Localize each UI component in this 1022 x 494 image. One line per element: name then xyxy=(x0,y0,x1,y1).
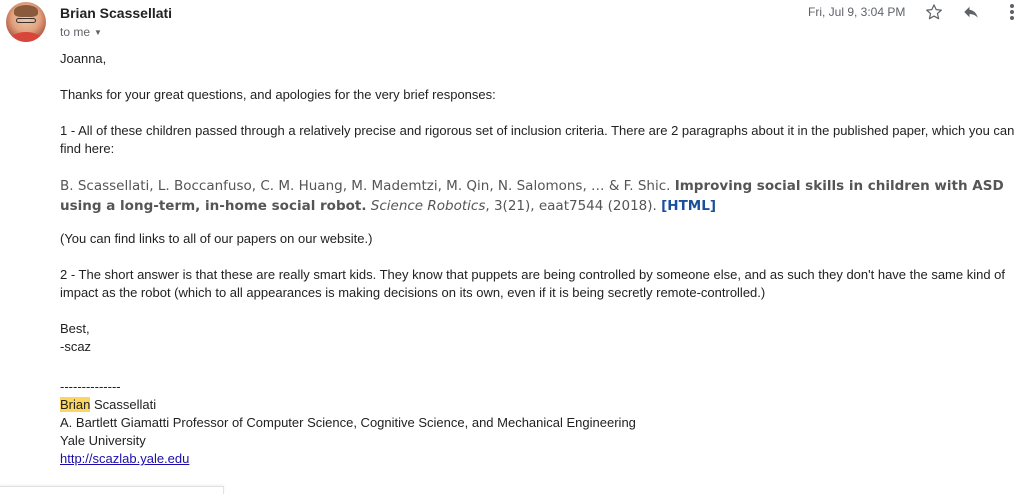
more-options-button[interactable] xyxy=(1002,2,1022,22)
chevron-down-icon: ▼ xyxy=(94,27,102,37)
avatar-glasses xyxy=(16,18,36,23)
closing: Best, xyxy=(60,321,90,336)
star-icon xyxy=(925,3,943,21)
more-vert-icon xyxy=(1009,3,1015,21)
avatar-shirt xyxy=(10,32,42,42)
citation-html-link[interactable]: [HTML] xyxy=(661,198,716,214)
citation-details: , 3(21), eaat7544 (2018). xyxy=(485,198,662,214)
recipient-label: to me xyxy=(60,25,91,39)
reply-button[interactable] xyxy=(961,2,981,22)
signature-url-link[interactable]: http://scazlab.yale.edu xyxy=(60,451,190,466)
signature-first-name: Brian xyxy=(60,397,91,412)
sender-name[interactable]: Brian Scassellati xyxy=(60,5,173,21)
email-body xyxy=(60,50,1018,468)
intro-paragraph: Thanks for your great questions, and apologies for the very brief responses: xyxy=(60,87,496,102)
signature-university: Yale University xyxy=(60,433,146,448)
point-2-paragraph: 2 - The short answer is that these are really smart kids. They know that puppets are being controlled by someone else, and as such they don't have the same kind of impact as the robot (which to all appearances is making decisions on its own, even if it is being secretly remote-controlled.) xyxy=(60,267,1006,300)
signature-title: A. Bartlett Giamatti Professor of Computer Science, Cognitive Science, and Mechanical Engineering xyxy=(60,415,636,430)
signature-divider: -------------- xyxy=(60,379,121,394)
point-1-paragraph: 1 - All of these children passed through a relatively precise and rigorous set of inclusion criteria. There are 2 paragraphs about it in the published paper, which you can find here: xyxy=(60,123,1015,156)
citation-title: Improving social skills in children with ASD using a long-term, in-home social robot. xyxy=(60,178,1004,214)
greeting: Joanna, xyxy=(60,51,107,66)
closing-name: -scaz xyxy=(60,339,92,354)
citation-authors: B. Scassellati, L. Boccanfuso, C. M. Huang, M. Mademtzi, M. Qin, N. Salomons, … & F. Shic. xyxy=(60,178,675,194)
citation xyxy=(60,176,1018,216)
signature-last-name: Scassellati xyxy=(90,397,157,412)
recipient-dropdown[interactable] xyxy=(60,25,102,39)
signature-name xyxy=(60,396,1018,414)
citation-journal: Science Robotics xyxy=(370,198,486,214)
star-button[interactable] xyxy=(924,2,944,22)
avatar-hair xyxy=(14,5,38,17)
bottom-panel-edge xyxy=(0,486,224,494)
reply-icon xyxy=(961,3,981,21)
website-note: (You can find links to all of our papers on our website.) xyxy=(60,231,373,246)
sender-avatar[interactable] xyxy=(6,2,46,42)
email-date: Fri, Jul 9, 3:04 PM xyxy=(808,5,906,19)
